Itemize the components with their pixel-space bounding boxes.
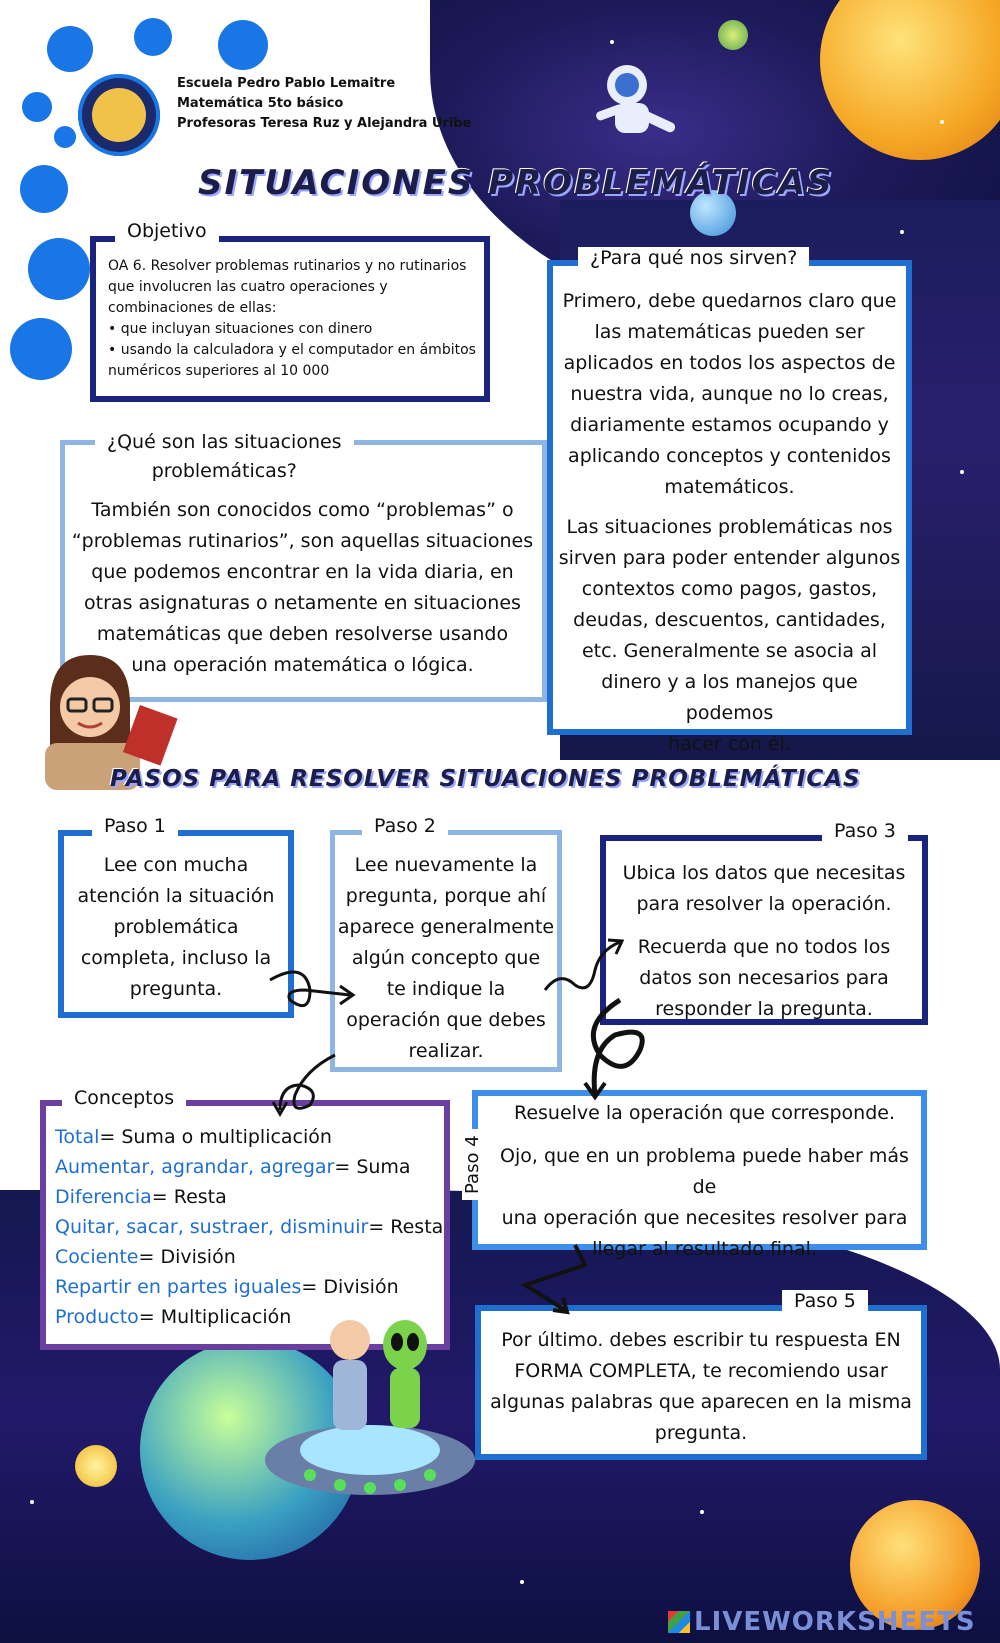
astronaut-icon (585, 55, 695, 155)
arrow-step3-to-step4 (570, 995, 670, 1105)
liveworksheets-icon (668, 1611, 690, 1633)
step4-text: Resuelve la operación que corresponde. Ojo, que en un problema puede haber más de una operación que necesites resolver para llegar al resultado final. (500, 1102, 909, 1260)
step1-label: Paso 1 (92, 815, 178, 837)
star-icon (610, 40, 614, 44)
step5-label: Paso 5 (782, 1290, 868, 1312)
header-info (177, 74, 471, 134)
concept-item: Aumentar, agrandar, agregar= Suma (55, 1156, 411, 1178)
star-icon (900, 230, 904, 234)
concept-item: Producto= Multiplicación (55, 1306, 292, 1328)
steps-title: PASOS PARA RESOLVER SITUACIONES PROBLEMÁTICAS (110, 766, 861, 792)
star-icon (940, 120, 944, 124)
concept-item: Repartir en partes iguales= División (55, 1276, 399, 1298)
star-icon (700, 1510, 704, 1514)
yellow-planet-icon (75, 1445, 117, 1487)
concept-item: Total= Suma o multiplicación (55, 1126, 332, 1148)
step5-text: Por último. debes escribir tu respuesta EN FORMA COMPLETA, te recomiendo usar algunas palabras que aparecen en la misma pregunta. (490, 1329, 912, 1444)
decor-dot (22, 92, 52, 122)
step3-label: Paso 3 (822, 820, 908, 842)
objective-text: OA 6. Resolver problemas rutinarios y no rutinarios que involucren las cuatro operaciones y combinaciones de ellas: • que incluyan situaciones con dinero • usando la calculadora y el computador en ámbitos numéricos superiores al 10 000 (108, 258, 476, 379)
what-for-text-2: Las situaciones problemáticas nos sirven para poder entender algunos contextos como pagos, gastos, deudas, descuentos, cantidades, etc. Generalmente se asocia al dinero y a los manejos que podemos hacer con él. (558, 516, 901, 755)
step1-text: Lee con mucha atención la situación problemática completa, incluso la pregunta. (77, 854, 275, 1000)
watermark-logo: LIVEWORKSHEETS (668, 1607, 976, 1637)
step2-text: Lee nuevamente la pregunta, porque ahí aparece generalmente algún concepto que te indique la operación que debes realizar. (337, 854, 555, 1062)
what-for-text-1: Primero, debe quedarnos claro que las matemáticas pueden ser aplicados en todos los aspectos de nuestra vida, aunque no lo creas, diariamente estamos ocupando y aplicando conceptos y contenidos matemáticos. (562, 290, 897, 498)
decor-dot (28, 238, 90, 300)
decor-dot (218, 20, 268, 70)
decor-dot (134, 18, 172, 56)
arrow-step1-to-step2 (265, 960, 365, 1020)
concept-item: Diferencia= Resta (55, 1186, 227, 1208)
concepts-title: Conceptos (62, 1087, 186, 1109)
decor-dot (10, 318, 72, 380)
step4-label: Paso 4 (462, 1129, 483, 1200)
school-name: Escuela Pedro Pablo Lemaitre (177, 76, 396, 91)
arrow-step2-to-concepts (265, 1050, 345, 1120)
what-are-text: También son conocidos como “problemas” o “problemas rutinarios”, son aquellas situaciones que podemos encontrar en la vida diaria, en otras asignaturas o netamente en situaciones matemáticas que deben resolverse usando una operación matemática o lógica. (71, 499, 534, 676)
star-icon (30, 1500, 34, 1504)
what-for-title: ¿Para qué nos sirven? (578, 247, 809, 269)
arrow-step4-to-step5 (515, 1240, 595, 1320)
decor-dot (47, 26, 93, 72)
step3-text: Ubica los datos que necesitas para resolver la operación. Recuerda que no todos los datos son necesarios para responder la pregunta. (622, 862, 906, 1020)
objective-title: Objetivo (115, 220, 219, 242)
ufo-characters-illustration (255, 1310, 485, 1520)
arrow-step2-to-step3 (540, 930, 630, 1000)
course-name: Matemática 5to básico (177, 96, 344, 111)
what-are-title: ¿Qué son las situaciones problemáticas? (95, 428, 354, 486)
decor-dot (54, 126, 76, 148)
concept-item: Quitar, sacar, sustraer, disminuir= Resta (55, 1216, 444, 1238)
school-logo (78, 74, 160, 156)
concepts-list (55, 1122, 445, 1332)
page-title: SITUACIONES PROBLEMÁTICAS (198, 163, 834, 203)
concept-item: Cociente= División (55, 1246, 236, 1268)
small-planet-icon (718, 20, 748, 50)
step2-label: Paso 2 (362, 815, 448, 837)
teachers-names: Profesoras Teresa Ruz y Alejandra Uribe (177, 116, 472, 131)
star-icon (520, 1580, 524, 1584)
star-icon (960, 470, 964, 474)
decor-dot (20, 165, 68, 213)
